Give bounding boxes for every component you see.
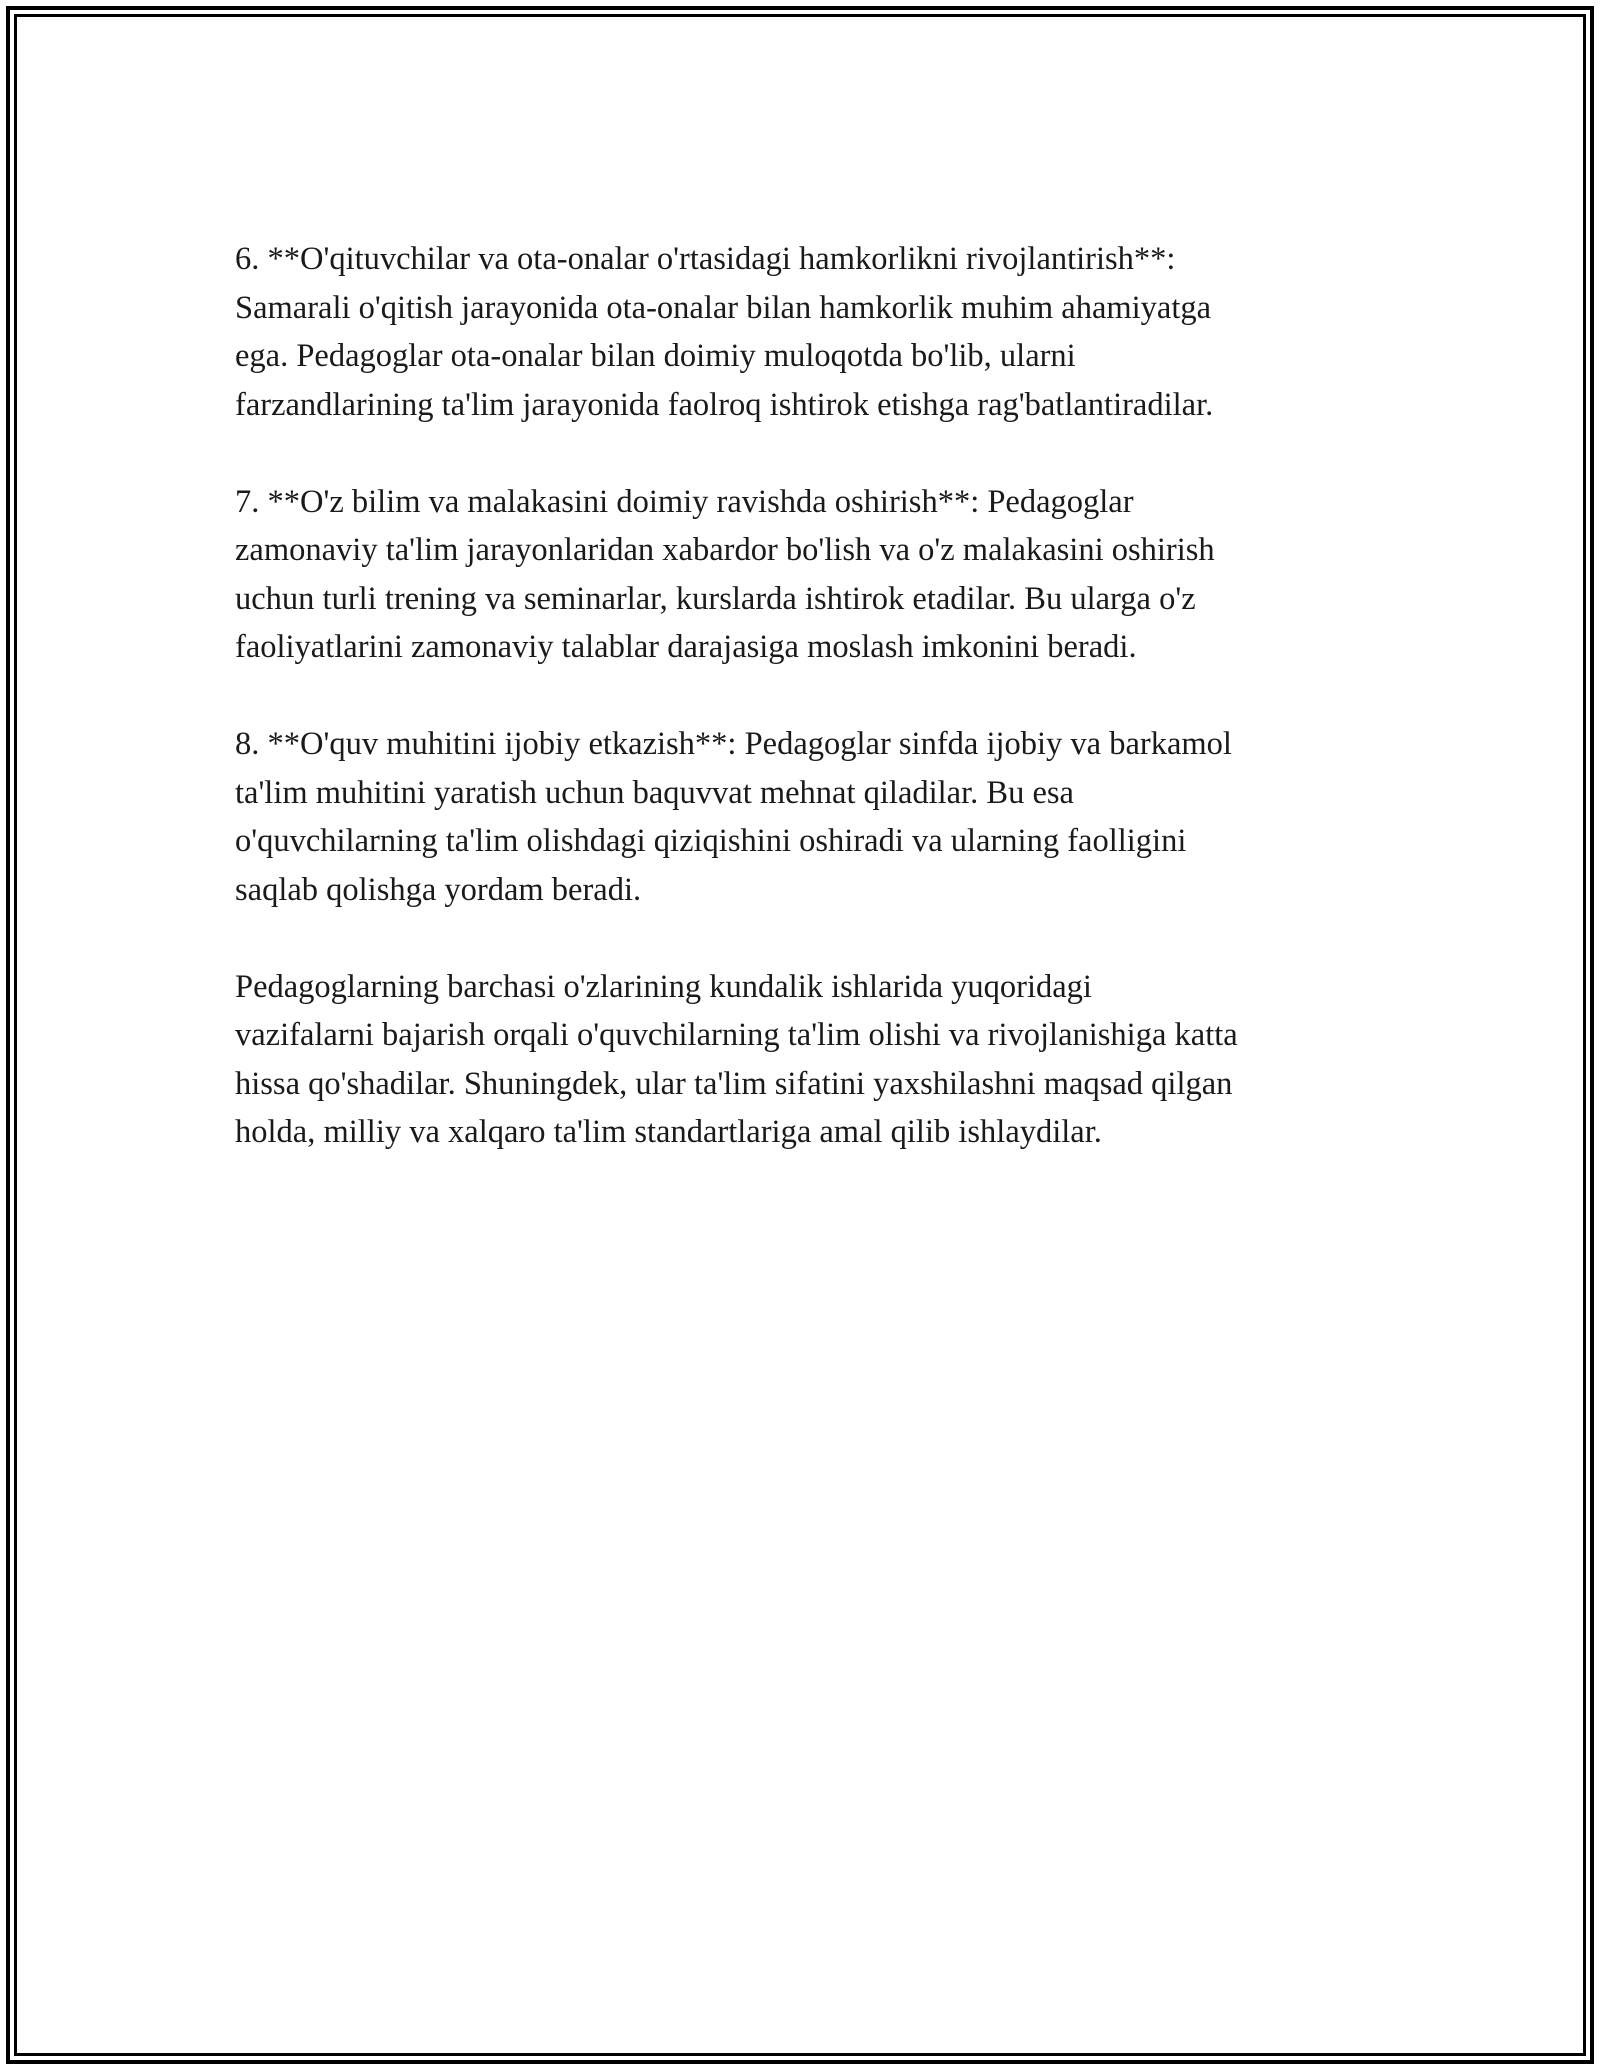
paragraph-item-6: 6. **O'qituvchilar va ota-onalar o'rtasidagi hamkorlikni rivojlantirish**: Samarali o'qitish jarayonida ota-onalar bilan hamkorlik muhim ahamiyatga ega. Pedagoglar ota-onalar bilan doimiy muloqotda bo'lib, ularni farzandlarining ta'lim jarayonida faolroq ishtirok etishga rag'batlantiradilar. bbox=[235, 241, 1214, 423]
document-body bbox=[235, 235, 1375, 1205]
paragraph-item-8: 8. **O'quv muhitini ijobiy etkazish**: Pedagoglar sinfda ijobiy va barkamol ta'lim muhitini yaratish uchun baquvvat mehnat qiladilar. Bu esa o'quvchilarning ta'lim olishdagi qiziqishini oshiradi va ularning faolligini saqlab qolishga yordam beradi. bbox=[235, 726, 1232, 908]
paragraph-item-7: 7. **O'z bilim va malakasini doimiy ravishda oshirish**: Pedagoglar zamonaviy ta'lim jarayonlaridan xabardor bo'lish va o'z malakasini oshirish uchun turli trening va seminarlar, kurslarda ishtirok etadilar. Bu ularga o'z faoliyatlarini zamonaviy talablar darajasiga moslash imkonini beradi. bbox=[235, 483, 1215, 665]
paragraph-conclusion: Pedagoglarning barchasi o'zlarining kundalik ishlarida yuqoridagi vazifalarni bajarish orqali o'quvchilarning ta'lim olishi va rivojlanishiga katta hissa qo'shadilar. Shuningdek, ular ta'lim sifatini yaxshilashni maqsad qilgan holda, milliy va xalqaro ta'lim standartlariga amal qilib ishlaydilar. bbox=[235, 968, 1238, 1150]
